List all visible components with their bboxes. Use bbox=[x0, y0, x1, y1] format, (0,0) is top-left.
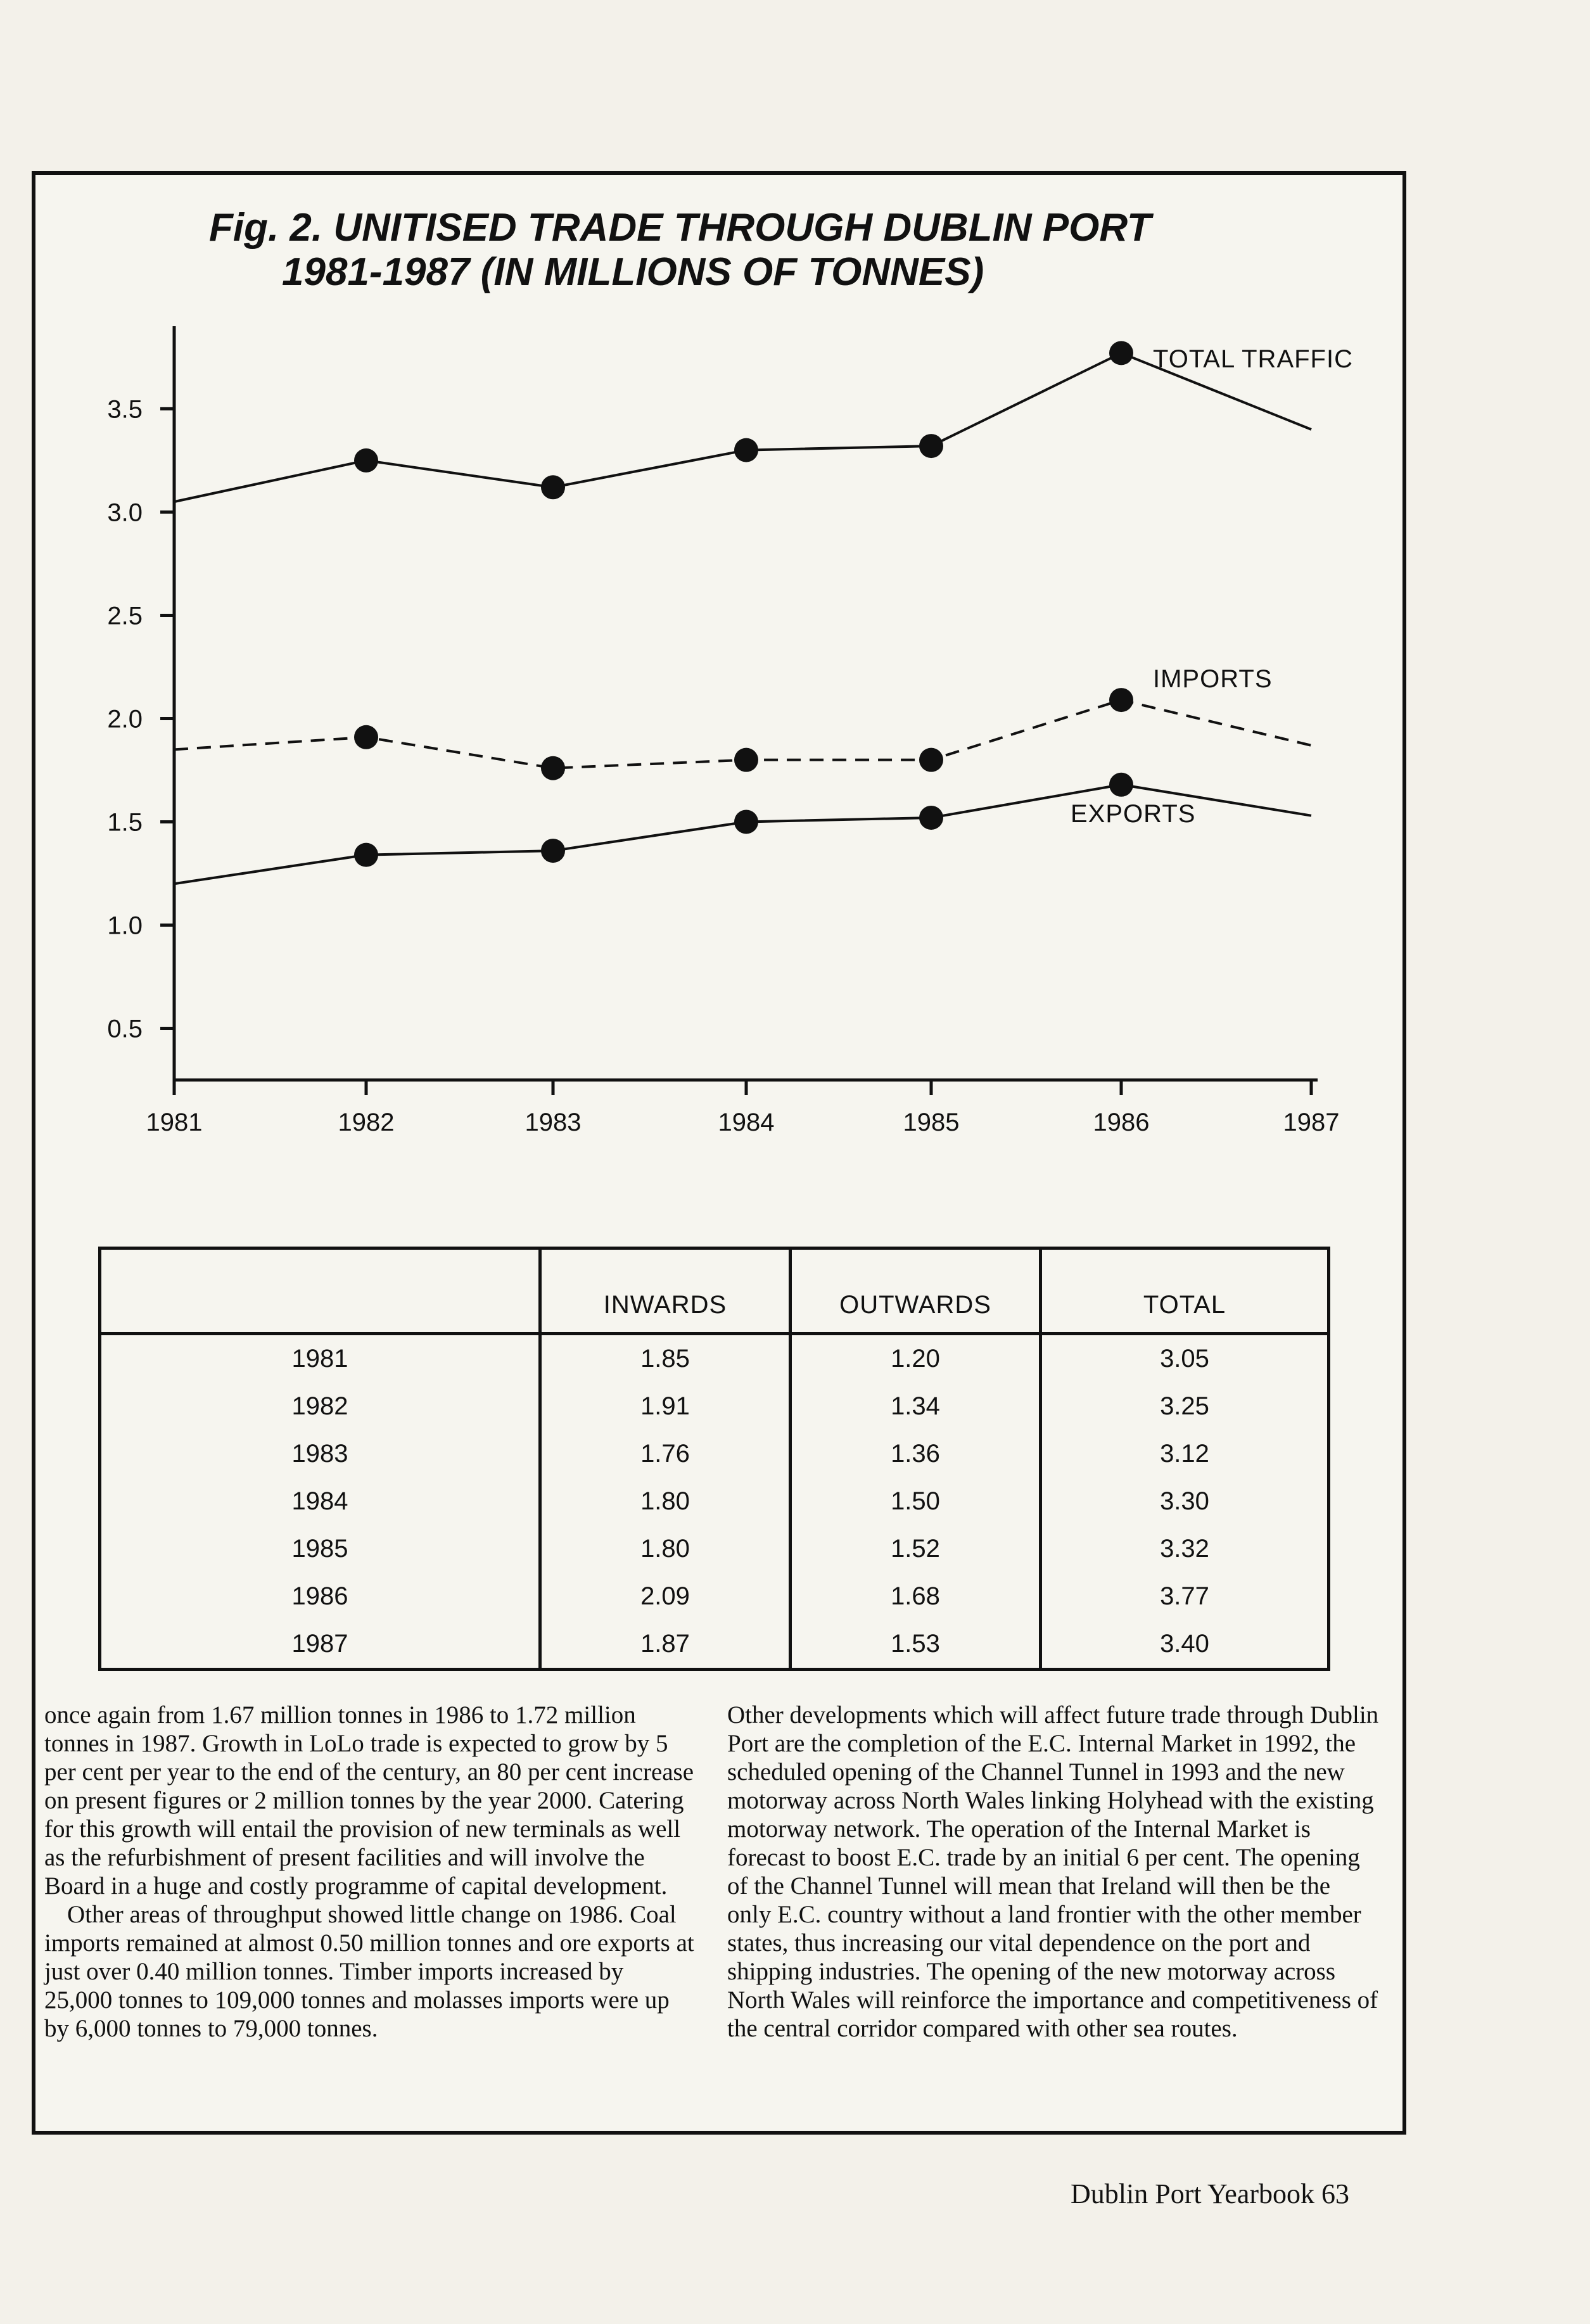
table-cell-year: 1986 bbox=[100, 1573, 540, 1620]
paragraph: once again from 1.67 million tonnes in 1986 to 1.72 million tonnes in 1987. Growth in LoLo trade is expected to grow by 5 per cent per year to the end of the century, an 80 per cent increase on present figures or 2 million tonnes by the year 2000. Catering for this growth will entail the provision of new terminals as well as the refurbishment of present facilities and will involve the Board in a huge and costly programme of capital development. bbox=[44, 1701, 694, 1900]
table-cell-year: 1987 bbox=[100, 1620, 540, 1670]
x-tick-label: 1987 bbox=[1283, 1108, 1340, 1136]
series-label: TOTAL TRAFFIC bbox=[1153, 345, 1353, 373]
table-cell-outwards: 1.68 bbox=[791, 1573, 1041, 1620]
table-cell-inwards: 1.80 bbox=[540, 1525, 791, 1573]
table-cell-outwards: 1.53 bbox=[791, 1620, 1041, 1670]
data-point bbox=[541, 839, 565, 863]
table-cell-total: 3.77 bbox=[1041, 1573, 1329, 1620]
table-cell-total: 3.12 bbox=[1041, 1430, 1329, 1478]
data-point bbox=[541, 475, 565, 499]
chart-series bbox=[174, 341, 1353, 884]
table-cell-inwards: 1.85 bbox=[540, 1334, 791, 1383]
data-point bbox=[919, 748, 943, 772]
table-cell-outwards: 1.50 bbox=[791, 1478, 1041, 1525]
table-cell-year: 1981 bbox=[100, 1334, 540, 1383]
table-cell-outwards: 1.36 bbox=[791, 1430, 1041, 1478]
table-cell-total: 3.30 bbox=[1041, 1478, 1329, 1525]
x-tick-label: 1986 bbox=[1093, 1108, 1150, 1136]
y-tick-label: 0.5 bbox=[107, 1015, 143, 1043]
data-point bbox=[734, 748, 758, 772]
table-body bbox=[100, 1334, 1329, 1670]
table-row bbox=[100, 1334, 1329, 1383]
page-footer: Dublin Port Yearbook 63 bbox=[1071, 2178, 1350, 2209]
series-label: EXPORTS bbox=[1071, 800, 1196, 828]
y-tick-label: 3.0 bbox=[107, 498, 143, 527]
paragraph: Other areas of throughput showed little change on 1986. Coal imports remained at almost 0.50 million tonnes and ore exports at just over 0.40 million tonnes. Timber imports increased by 25,000 tonnes to 109,000 tonnes and molasses imports were up by 6,000 tonnes to 79,000 tonnes. bbox=[44, 1901, 694, 2042]
data-point bbox=[734, 438, 758, 462]
table-row bbox=[100, 1478, 1329, 1525]
x-tick-label: 1984 bbox=[718, 1108, 775, 1136]
table-row bbox=[100, 1620, 1329, 1670]
table-header-year bbox=[100, 1248, 540, 1334]
body-text-right bbox=[727, 1701, 1380, 2043]
data-point bbox=[919, 806, 943, 830]
table-cell-inwards: 1.76 bbox=[540, 1430, 791, 1478]
series-line bbox=[174, 353, 1311, 502]
table-cell-total: 3.05 bbox=[1041, 1334, 1329, 1383]
table-cell-outwards: 1.34 bbox=[791, 1383, 1041, 1430]
chart-title: Fig. 2. UNITISED TRADE THROUGH DUBLIN PORT bbox=[209, 206, 1151, 250]
data-point bbox=[734, 810, 758, 834]
data-point bbox=[1109, 773, 1133, 797]
data-point bbox=[354, 843, 378, 867]
body-text-left bbox=[44, 1701, 697, 2043]
table-row bbox=[100, 1525, 1329, 1573]
chart-subtitle: 1981-1987 (IN MILLIONS OF TONNES) bbox=[282, 250, 984, 294]
table-row bbox=[100, 1430, 1329, 1478]
data-point bbox=[541, 756, 565, 780]
y-tick-label: 1.0 bbox=[107, 911, 143, 940]
x-tick-label: 1982 bbox=[338, 1108, 395, 1136]
table-cell-total: 3.32 bbox=[1041, 1525, 1329, 1573]
table-header-outwards: OUTWARDS bbox=[791, 1248, 1041, 1334]
y-tick-label: 1.5 bbox=[107, 808, 143, 837]
table-cell-outwards: 1.52 bbox=[791, 1525, 1041, 1573]
table-header-inwards: INWARDS bbox=[540, 1248, 791, 1334]
table-cell-inwards: 1.87 bbox=[540, 1620, 791, 1670]
data-point bbox=[354, 448, 378, 473]
table-cell-inwards: 1.80 bbox=[540, 1478, 791, 1525]
y-tick-label: 3.5 bbox=[107, 395, 143, 424]
data-point bbox=[919, 434, 943, 458]
table-row bbox=[100, 1573, 1329, 1620]
data-point bbox=[1109, 688, 1133, 712]
series-label: IMPORTS bbox=[1153, 665, 1273, 693]
x-tick-label: 1983 bbox=[525, 1108, 582, 1136]
chart-axes bbox=[107, 326, 1339, 1136]
table-cell-total: 3.40 bbox=[1041, 1620, 1329, 1670]
data-point bbox=[354, 725, 378, 749]
x-tick-label: 1981 bbox=[146, 1108, 203, 1136]
table-header-row bbox=[100, 1248, 1329, 1334]
table-cell-year: 1982 bbox=[100, 1383, 540, 1430]
table-row bbox=[100, 1383, 1329, 1430]
table-cell-outwards: 1.20 bbox=[791, 1334, 1041, 1383]
data-point bbox=[1109, 341, 1133, 365]
table-cell-year: 1983 bbox=[100, 1430, 540, 1478]
table-cell-inwards: 1.91 bbox=[540, 1383, 791, 1430]
table-cell-inwards: 2.09 bbox=[540, 1573, 791, 1620]
y-tick-label: 2.5 bbox=[107, 602, 143, 630]
table-cell-year: 1984 bbox=[100, 1478, 540, 1525]
x-tick-label: 1985 bbox=[903, 1108, 960, 1136]
trade-table bbox=[98, 1247, 1330, 1671]
y-tick-label: 2.0 bbox=[107, 705, 143, 733]
table-cell-year: 1985 bbox=[100, 1525, 540, 1573]
paragraph: Other developments which will affect future trade through Dublin Port are the completion of the E.C. Internal Market in 1992, the scheduled opening of the Channel Tunnel in 1993 and the new motorway across North Wales linking Holyhead with the existing motorway network. The operation of the Internal Market is forecast to boost E.C. trade by an initial 6 per cent. The opening of the Channel Tunnel will mean that Ireland will then be the only E.C. country without a land frontier with the other member states, thus increasing our vital dependence on the port and shipping industries. The opening of the new motorway across North Wales will reinforce the importance and competitiveness of the central corridor compared with other sea routes. bbox=[727, 1701, 1379, 2042]
table-cell-total: 3.25 bbox=[1041, 1383, 1329, 1430]
table-header-total: TOTAL bbox=[1041, 1248, 1329, 1334]
